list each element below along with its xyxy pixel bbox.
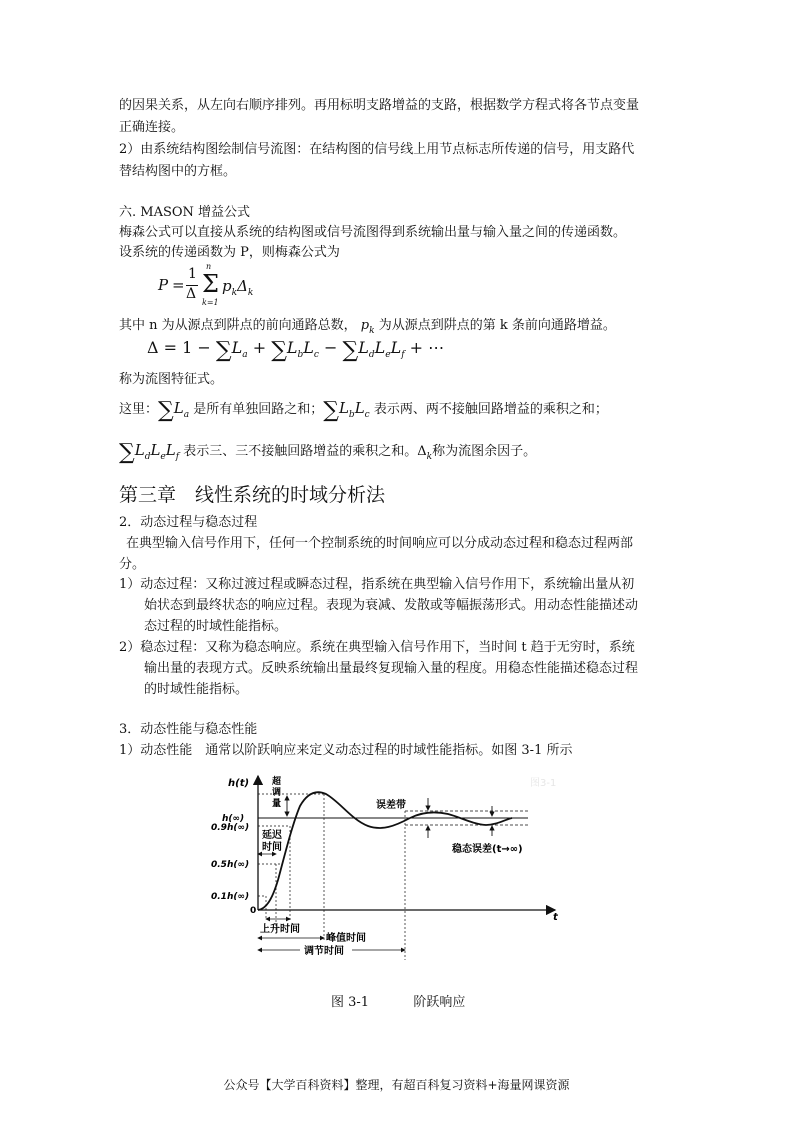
pk-symbol: $p_k$	[360, 318, 375, 336]
text-line: 这里：$\sum L_a$ 是所有单独回路之和；$\sum L_bL_c$ 表示两、两不接触回路增益的乘积之和；	[119, 398, 608, 423]
y-label-05: 0.5h(∞)	[211, 860, 250, 870]
text-line: 梅森公式可以直接从系统的结构图或信号流图得到系统输出量与输入量之间的传递函数。	[119, 225, 627, 240]
overshoot-label: 超调量	[272, 777, 282, 809]
text-line: 始状态到最终状态的响应过程。表现为衰减、发散或等幅振荡形式。用动态性能描述动	[144, 598, 639, 613]
characteristic-formula: $\Delta = 1 - \sum L_a + \sum L_bL_c - \sum L_dL_eL_f$ + ⋯	[147, 338, 445, 363]
error-band-label: 误差带	[376, 800, 406, 811]
text-span: 表示两、两不接触回路增益的乘积之和；	[373, 402, 608, 417]
steady-error-label: 稳态误差(t→∞)	[452, 844, 523, 855]
x-axis-label: t	[553, 912, 558, 923]
mason-formula: P = 1 Δ Σ n k=1 $p_k\Delta_k$	[158, 262, 254, 307]
section-title: 3．动态性能与稳态性能	[119, 722, 258, 737]
text-line: 设系统的传递函数为 P，则梅森公式为	[119, 245, 340, 260]
text-line: 替结构图中的方框。	[119, 164, 237, 179]
text-line: 输出量的表现方式。反映系统输出量最终复现输入量的程度。用稳态性能描述稳态过程	[144, 661, 639, 676]
text-line: 的因果关系，从左向右顺序排列。再用标明支路增益的支路，根据数学方程式将各节点变量	[119, 98, 640, 113]
text-span: 这里：	[119, 402, 159, 417]
y-label-09: 0.9h(∞)	[211, 823, 250, 833]
peak-time-label: 峰值时间	[326, 933, 366, 944]
figure-caption	[331, 991, 465, 1010]
faint-label: 图3-1	[530, 778, 557, 789]
y-label-01: 0.1h(∞)	[211, 892, 250, 902]
text-line: 分。	[119, 557, 146, 572]
list-item: 2）稳态过程：又称为稳态响应。系统在典型输入信号作用下，当时间 t 趋于无穷时，系统	[119, 640, 635, 655]
step-response-figure	[200, 770, 580, 970]
y-label-hinf: h(∞)	[222, 814, 245, 824]
text-span: 是所有单独回路之和；	[193, 402, 324, 417]
y-axis-label: h(t)	[228, 778, 250, 789]
text-span: 表示三、三不接触回路增益的乘积之和。	[183, 444, 418, 459]
list-item: 1）动态性能 通常以阶跃响应来定义动态过程的时域性能指标。如图 3-1 所示	[119, 743, 573, 758]
delay-time-label: 延迟	[262, 830, 282, 841]
page-footer: 公众号【大学百科资料】整理，有超百科复习资料+海量网课资源	[223, 1078, 570, 1092]
rise-time-label: 上升时间	[260, 924, 300, 935]
chapter-title: 第三章 线性系统的时域分析法	[119, 484, 386, 506]
list-item: 1）动态过程：又称过渡过程或瞬态过程，指系统在典型输入信号作用下，系统输出量从初	[119, 577, 635, 592]
text-span: 其中 n 为从源点到阱点的前向通路总数，	[119, 318, 357, 333]
delay-time-label: 时间	[262, 842, 282, 853]
caption-number: 图 3-1	[331, 995, 370, 1010]
text-line: 称为流图特征式。	[119, 372, 224, 387]
text-span: 为从源点到阱点的第 k 条前向通路增益。	[378, 318, 616, 333]
text-line: 态过程的时域性能指标。	[144, 619, 288, 634]
text-line: 的时域性能指标。	[144, 682, 249, 697]
settling-time-label: 调节时间	[304, 946, 344, 957]
section-title: 2．动态过程与稳态过程	[119, 515, 258, 530]
text-span: 称为流图余因子。	[432, 444, 537, 459]
text-line: 在典型输入信号作用下，任何一个控制系统的时间响应可以分成动态过程和稳态过程两部	[126, 536, 634, 551]
text-line: $\sum L_dL_eL_f$ 表示三、三不接触回路增益的乘积之和。$\Delta_k$称为流图余因子。	[119, 440, 537, 465]
section-title-mason: 六. MASON 增益公式	[119, 205, 251, 220]
caption-text: 阶跃响应	[413, 995, 466, 1010]
text-line: 正确连接。	[119, 120, 185, 135]
origin-label: 0	[250, 906, 257, 916]
text-line: 2）由系统结构图绘制信号流图：在结构图的信号线上用节点标志所传递的信号，用支路代	[119, 142, 635, 157]
